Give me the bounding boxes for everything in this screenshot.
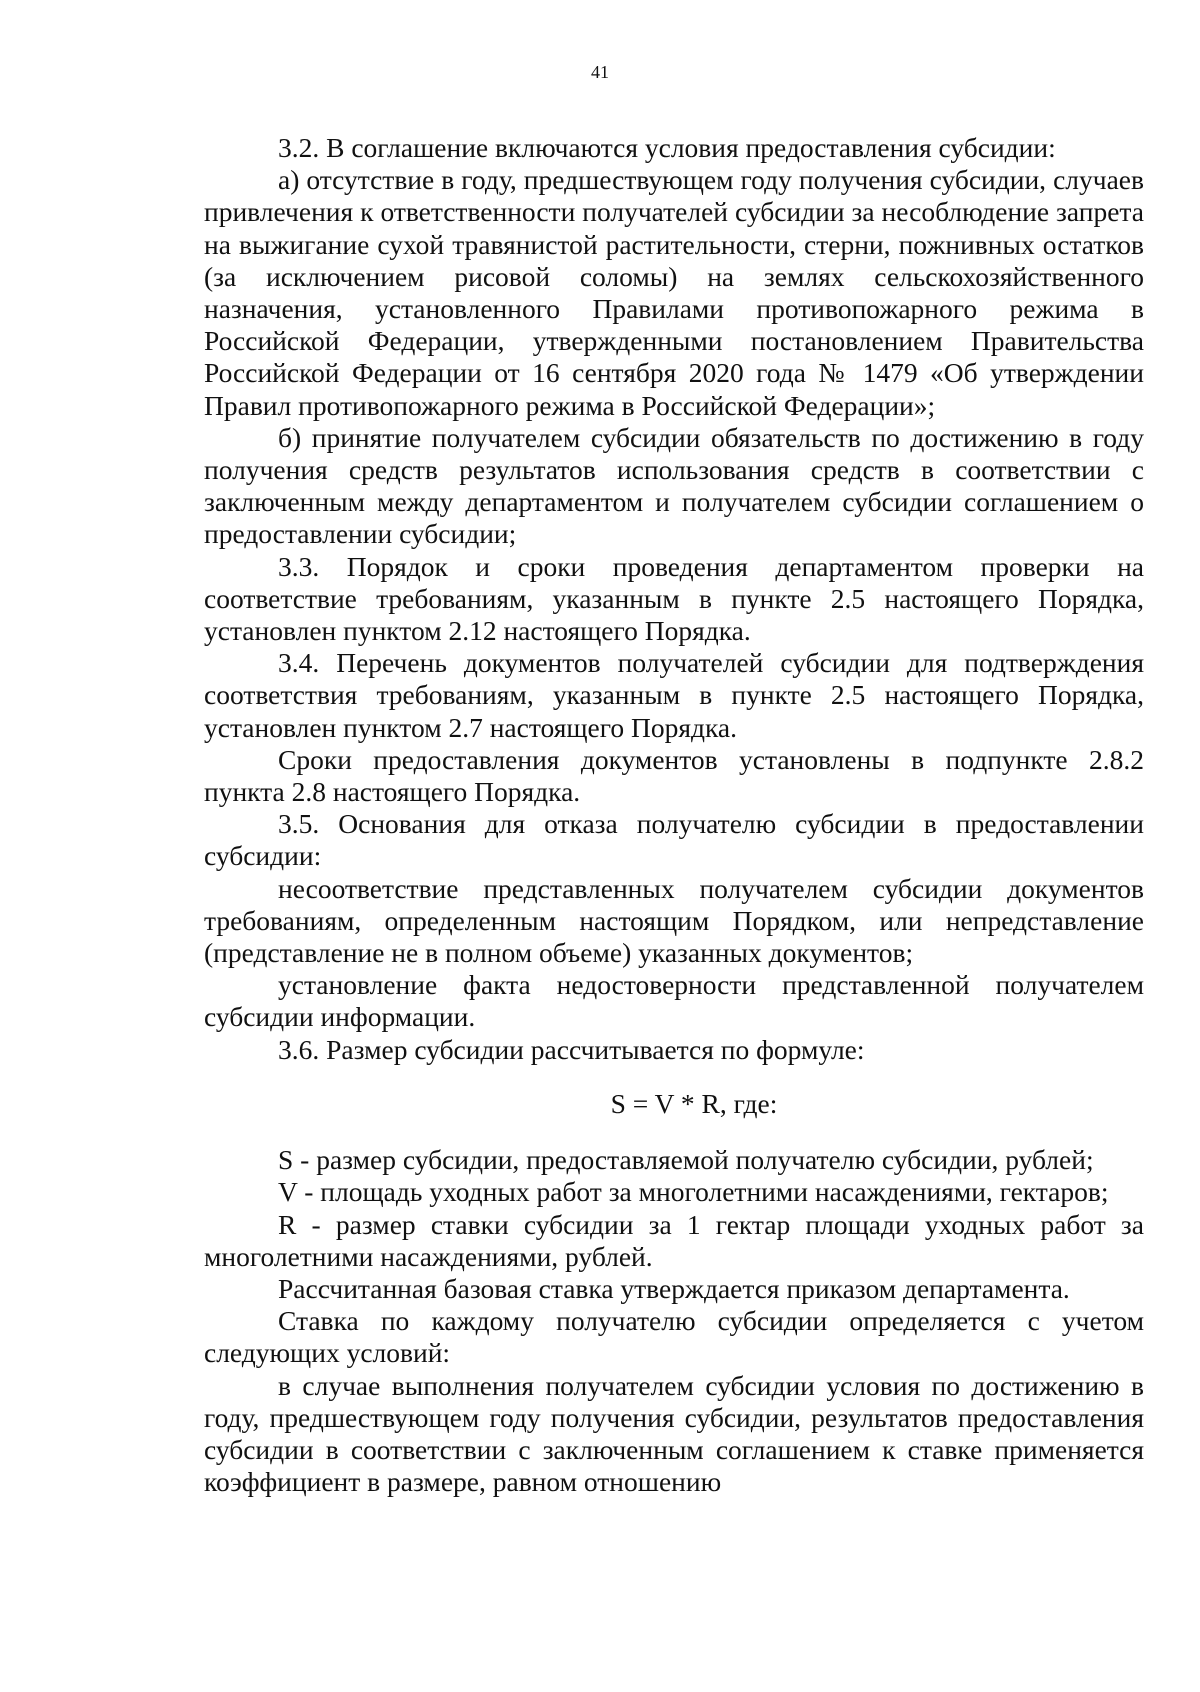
paragraph-3-4: 3.4. Перечень документов получателей субсидии для подтверждения соответствия требованиям, указанным в пункте 2.5 настоящего Порядка, установлен пунктом 2.7 настоящего Порядка. — [204, 647, 1144, 743]
subsidy-formula: S = V * R, где: — [610, 1087, 778, 1119]
paragraph-3-2-a: а) отсутствие в году, предшествующем году получения субсидии, случаев привлечения к ответственности получателей субсидии за несоблюдение запрета на выжигание сухой травянистой растительности, стерни, пожнивных остатков (за исключением рисовой соломы) на землях сельскохозяйственного назначения, установленного Правилами противопожарного режима в Российской Федерации, утвержденными постановлением Правительства Российской Федерации от 16 сентября 2020 года № 1479 «Об утверждении Правил противопожарного режима в Российской Федерации»; — [204, 164, 1144, 421]
definition-v: V - площадь уходных работ за многолетними насаждениями, гектаров; — [278, 1176, 1109, 1208]
paragraph-3-6: 3.6. Размер субсидии рассчитывается по формуле: — [278, 1033, 865, 1065]
page-number: 41 — [591, 62, 609, 82]
paragraph-deadlines: Сроки предоставления документов установлены в подпункте 2.8.2 пункта 2.8 настоящего Порядка. — [204, 743, 1144, 808]
paragraph-refusal-reason-1: несоответствие представленных получателем субсидии документов требованиям, определенным настоящим Порядком, или непредставление (представление не в полном объеме) указанных документов; — [204, 872, 1144, 969]
paragraph-3-3: 3.3. Порядок и сроки проведения департаментом проверки на соответствие требованиям, указанным в пункте 2.5 настоящего Порядка, установлен пунктом 2.12 настоящего Порядка. — [204, 550, 1144, 647]
definition-r: R - размер ставки субсидии за 1 гектар площади уходных работ за многолетними насаждениями, рублей. — [204, 1208, 1144, 1272]
paragraph-3-2: 3.2. В соглашение включаются условия предоставления субсидии: — [278, 132, 1056, 163]
paragraph-coefficient: в случае выполнения получателем субсидии условия по достижению в году, предшествующем году получения субсидии, результатов предоставления субсидии в соответствии с заключенным соглашением к ставке применяется коэффициент в размере, равном отношению — [204, 1369, 1144, 1498]
paragraph-3-2-b: б) принятие получателем субсидии обязательств по достижению в году получения средств результатов использования средств в соответствии с заключенным между департаментом и получателем субсидии соглашением о предоставлении субсидии; — [204, 421, 1144, 550]
definition-s: S - размер субсидии, предоставляемой получателю субсидии, рублей; — [278, 1144, 1094, 1176]
paragraph-base-rate: Рассчитанная базовая ставка утверждается приказом департамента. — [278, 1272, 1070, 1304]
document-body — [204, 132, 1144, 1498]
paragraph-rate-conditions: Ставка по каждому получателю субсидии определяется с учетом следующих условий: — [204, 1305, 1144, 1369]
paragraph-3-5: 3.5. Основания для отказа получателю субсидии в предоставлении субсидии: — [204, 808, 1144, 872]
paragraph-refusal-reason-2: установление факта недостоверности представленной получателем субсидии информации. — [204, 969, 1144, 1033]
